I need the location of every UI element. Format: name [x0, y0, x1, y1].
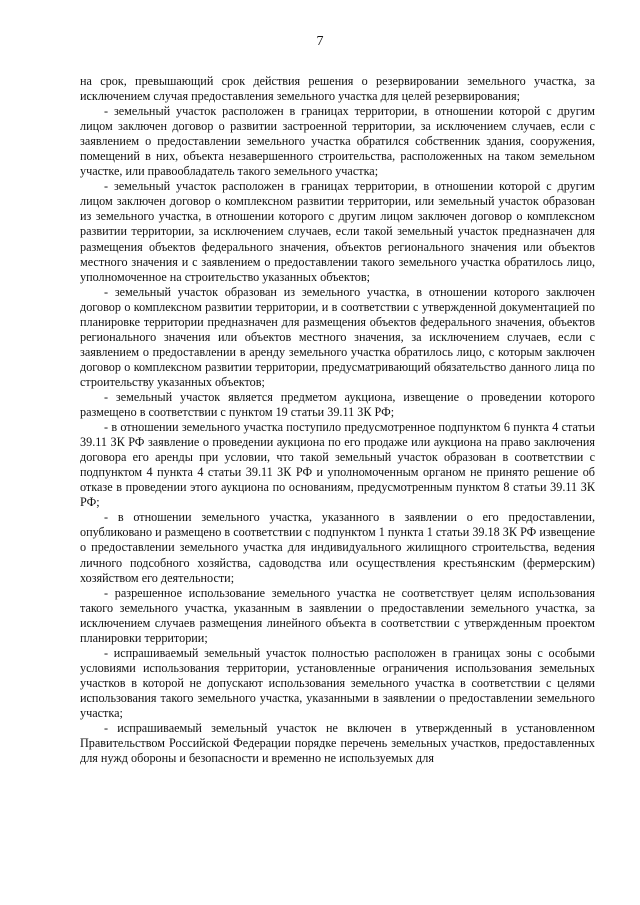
paragraph-item: - земельный участок расположен в границах территории, в отношении которой с другим лицом заключен договор о комплексном развитии территории, или земельный участок образован из земельного участка, в отношении которого с другим лицом заключен договор о комплексном развитии территории, за исключением случаев, если такой земельный участок предназначен для размещения объектов федерального значения, объектов регионального значения или объектов местного значения и с заявлением о предоставлении такого земельного участка обратилось лицо, уполномоченное на строительство указанных объектов; [80, 179, 595, 284]
paragraph-item: - разрешенное использование земельного участка не соответствует целям использования такого земельного участка, указанным в заявлении о предоставлении земельного участка, за исключением случаев размещения линейного объекта в соответствии с утвержденным проектом планировки территории; [80, 585, 595, 645]
document-body [80, 74, 595, 766]
paragraph-continuation: на срок, превышающий срок действия решения о резервировании земельного участка, за исключением случая предоставления земельного участка для целей резервирования; [80, 74, 595, 104]
paragraph-item: - в отношении земельного участка поступило предусмотренное подпунктом 6 пункта 4 статьи 39.11 ЗК РФ заявление о проведении аукциона по его продаже или аукциона на право заключения договора его аренды при условии, что такой земельный участок образован в соответствии с подпунктом 4 пункта 4 статьи 39.11 ЗК РФ и уполномоченным органом не принято решение об отказе в проведении этого аукциона по основаниям, предусмотренным пунктом 8 статьи 39.11 ЗК РФ; [80, 420, 595, 510]
page-number: 7 [316, 34, 324, 49]
paragraph-item: - земельный участок расположен в границах территории, в отношении которой с другим лицом заключен договор о развитии застроенной территории, за исключением случаев, если с заявлением о предоставлении земельного участка обратился собственник здания, сооружения, помещений в них, объекта незавершенного строительства, расположенных на таком земельном участке, или правообладатель такого земельного участка; [80, 104, 595, 179]
paragraph-item: - земельный участок является предметом аукциона, извещение о проведении которого размещено в соответствии с пунктом 19 статьи 39.11 ЗК РФ; [80, 389, 595, 420]
paragraph-item: - земельный участок образован из земельного участка, в отношении которого заключен договор о комплексном развитии территории, и в соответствии с утвержденной документацией по планировке территории предназначен для размещения объектов федерального значения, объектов регионального значения или объектов местного значения, за исключением случаев, если с заявлением о предоставлении в аренду земельного участка обратилось лицо, с которым заключен договор о комплексном развитии территории, предусматривающий обязательство данного лица по строительству указанных объектов; [80, 284, 595, 389]
paragraph-item: - в отношении земельного участка, указанного в заявлении о его предоставлении, опубликовано и размещено в соответствии с подпунктом 1 пункта 1 статьи 39.18 ЗК РФ извещение о предоставлении земельного участка для индивидуального жилищного строительства, ведения личного подсобного хозяйства, садоводства или осуществления крестьянским (фермерским) хозяйством его деятельности; [80, 510, 595, 585]
paragraph-item: - испрашиваемый земельный участок не включен в утвержденный в установленном Правительством Российской Федерации порядке перечень земельных участков, предоставленных для нужд обороны и безопасности и временно не используемых для [80, 721, 595, 766]
paragraph-item: - испрашиваемый земельный участок полностью расположен в границах зоны с особыми условиями использования территории, установленные ограничения использования земельных участков в которой не допускают использования земельного участка в соответствии с целями использования такого земельного участка, указанными в заявлении о предоставлении земельного участка; [80, 645, 595, 720]
